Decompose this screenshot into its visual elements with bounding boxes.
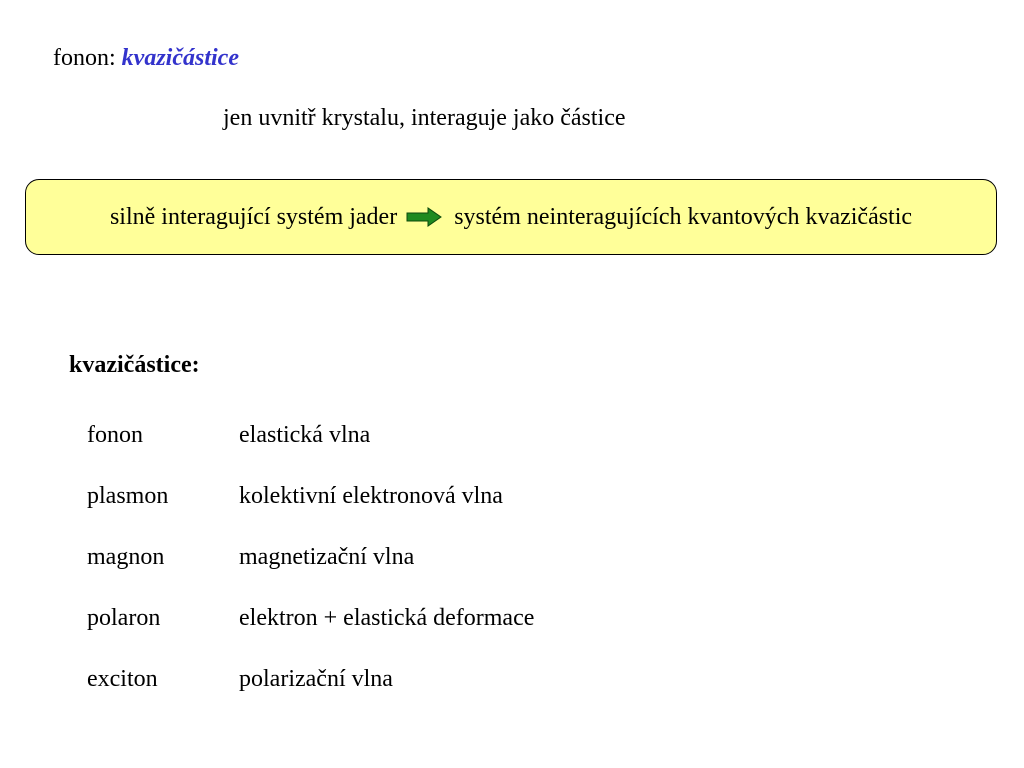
page-title <box>53 43 239 73</box>
summary-to: systém neinteragujících kvantových kvazičástic <box>454 203 913 230</box>
right-arrow-icon <box>406 207 442 227</box>
section-heading: kvazičástice: <box>69 352 200 378</box>
quasiparticle-name: fonon <box>87 422 143 448</box>
summary-box <box>25 179 997 255</box>
quasiparticle-name: magnon <box>87 544 165 570</box>
subtitle: jen uvnitř krystalu, interaguje jako částice <box>223 105 626 131</box>
summary-from: silně interagující systém jader <box>109 203 398 230</box>
quasiparticle-description: elastická vlna <box>239 422 371 448</box>
quasiparticle-name: polaron <box>87 605 161 631</box>
quasiparticle-description: kolektivní elektronová vlna <box>239 483 503 509</box>
quasiparticle-name: plasmon <box>87 483 169 509</box>
quasiparticle-name: exciton <box>87 666 158 692</box>
quasiparticle-description: polarizační vlna <box>239 666 393 692</box>
title-prefix: fonon: <box>53 45 122 71</box>
quasiparticle-description: magnetizační vlna <box>239 544 415 570</box>
title-highlight: kvazičástice <box>121 45 239 71</box>
quasiparticle-description: elektron + elastická deformace <box>239 605 535 631</box>
